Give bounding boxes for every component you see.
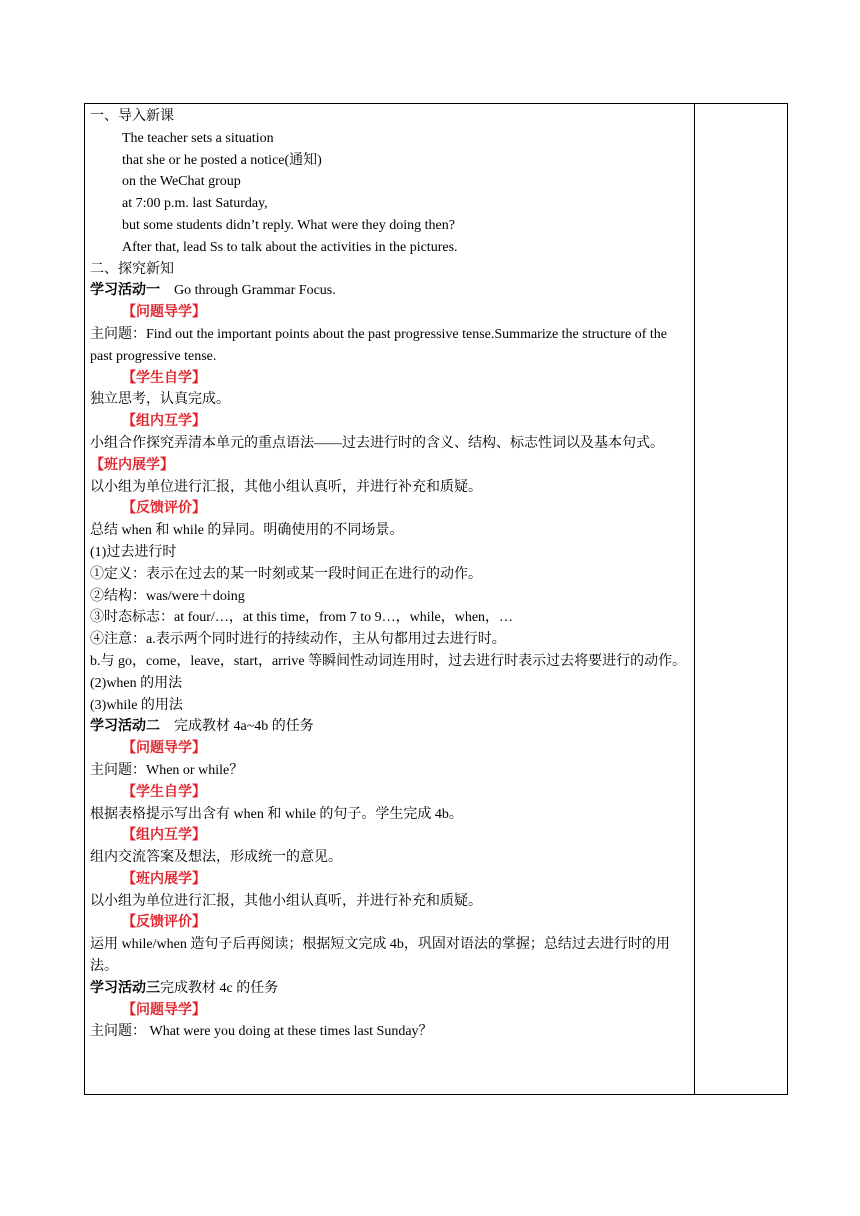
activity-heading-3 [90, 978, 690, 1000]
tag-question-guide: 【问题导学】 [122, 741, 206, 757]
text-line: 小组合作探究弄清本单元的重点语法——过去进行时的含义、结构、标志性词以及基本句式。 [90, 435, 664, 451]
text-line: 运用 while/when 造句子后再阅读；根据短文完成 4b，巩固对语法的掌握；总结过去进行时的用法。 [90, 937, 670, 975]
tag-self-study: 【学生自学】 [122, 784, 206, 800]
text-line: (3)while 的用法 [90, 697, 183, 713]
lesson-content [90, 106, 690, 1043]
text-line: b.与 go，come，leave，start，arrive 等瞬间性动词连用时，过去进行时表示过去将要进行的动作。 [90, 653, 687, 669]
activity-heading-2 [90, 716, 690, 738]
text-line: (2)when 的用法 [90, 675, 183, 691]
activity-label: 学习活动一 [90, 283, 160, 299]
text-line: The teacher sets a situation [122, 130, 274, 146]
tag-group-study: 【组内互学】 [122, 414, 206, 430]
section-heading-explore: 二、探究新知 [90, 261, 174, 277]
section-heading-intro: 一、导入新课 [90, 109, 174, 124]
notes-column [695, 104, 787, 1094]
activity-title: 完成教材 4c 的任务 [160, 980, 279, 996]
tag-feedback: 【反馈评价】 [122, 501, 206, 517]
text-line: 组内交流答案及想法，形成统一的意见。 [90, 850, 342, 866]
tag-self-study: 【学生自学】 [122, 370, 206, 386]
text-line: on the WeChat group [122, 174, 241, 190]
text-line: ②结构：was/were＋doing [90, 588, 245, 604]
text-line: at 7:00 p.m. last Saturday, [122, 196, 268, 212]
text-line: 独立思考，认真完成。 [90, 392, 230, 408]
tag-question-guide: 【问题导学】 [122, 1002, 206, 1018]
text-line: ③时态标志：at four/…，at this time，from 7 to 9…，while，when，… [90, 610, 514, 626]
text-line: 主问题：Find out the important points about the past progressive tense.Summarize the structure of the past progressive tense. [90, 326, 668, 364]
activity-label: 学习活动三 [90, 980, 160, 996]
text-line: 总结 when 和 while 的异同。明确使用的不同场景。 [90, 523, 404, 539]
text-line: ①定义：表示在过去的某一时刻或某一段时间正在进行的动作。 [90, 566, 482, 582]
text-line: but some students didn’t reply. What were they doing then? [122, 217, 455, 233]
text-line: (1)过去进行时 [90, 544, 177, 560]
tag-feedback: 【反馈评价】 [122, 915, 206, 931]
activity-heading-1 [90, 280, 690, 302]
tag-class-show: 【班内展学】 [122, 871, 206, 887]
text-line: 主问题： What were you doing at these times last Sunday？ [90, 1024, 433, 1040]
tag-question-guide: 【问题导学】 [122, 305, 206, 321]
text-line: 主问题：When or while？ [90, 762, 244, 778]
text-line: After that, lead Ss to talk about the activities in the pictures. [122, 239, 458, 255]
activity-label: 学习活动二 [90, 719, 160, 735]
tag-group-study: 【组内互学】 [122, 828, 206, 844]
text-line: ④注意：a.表示两个同时进行的持续动作，主从句都用过去进行时。 [90, 632, 506, 648]
activity-title: Go through Grammar Focus. [174, 283, 336, 299]
text-line: 以小组为单位进行汇报，其他小组认真听，并进行补充和质疑。 [90, 893, 482, 909]
tag-class-show: 【班内展学】 [90, 457, 174, 473]
text-line: 根据表格提示写出含有 when 和 while 的句子。学生完成 4b。 [90, 806, 463, 822]
text-line: that she or he posted a notice(通知) [122, 152, 322, 168]
activity-title: 完成教材 4a~4b 的任务 [174, 719, 314, 735]
text-line: 以小组为单位进行汇报，其他小组认真听，并进行补充和质疑。 [90, 479, 482, 495]
